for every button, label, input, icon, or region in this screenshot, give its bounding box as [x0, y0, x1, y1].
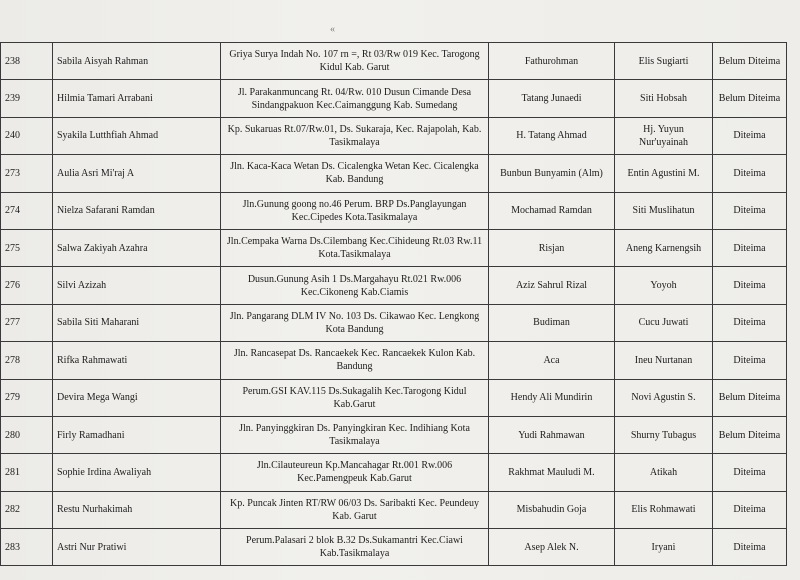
row-number-cell: 273 — [1, 155, 53, 192]
father-name-cell: Budiman — [489, 304, 615, 341]
row-number-cell: 280 — [1, 416, 53, 453]
address-cell: Dusun.Gunung Asih 1 Ds.Margahayu Rt.021 Rw.006 Kec.Cikoneng Kab.Ciamis — [221, 267, 489, 304]
table-row — [1, 529, 787, 566]
father-name-cell: Aziz Sahrul Rizal — [489, 267, 615, 304]
table-row — [1, 192, 787, 229]
father-name-cell: Risjan — [489, 229, 615, 266]
father-name-cell: Bunbun Bunyamin (Alm) — [489, 155, 615, 192]
mother-name-cell: Shurny Tubagus — [615, 416, 713, 453]
table-row — [1, 80, 787, 117]
table-row — [1, 454, 787, 491]
status-cell: Belum Diteima — [713, 43, 787, 80]
address-cell: Jln.Cempaka Warna Ds.Cilembang Kec.Cihideung Rt.03 Rw.11 Kota.Tasikmalaya — [221, 229, 489, 266]
student-name-cell: Aulia Asri Mi'raj A — [53, 155, 221, 192]
scan-mark: « — [330, 24, 335, 35]
student-name-cell: Firly Ramadhani — [53, 416, 221, 453]
row-number-cell: 238 — [1, 43, 53, 80]
address-cell: Jln. Panyinggkiran Ds. Panyingkiran Kec. Indihiang Kota Tasikmalaya — [221, 416, 489, 453]
table-row — [1, 117, 787, 154]
mother-name-cell: Yoyoh — [615, 267, 713, 304]
address-cell: Kp. Sukaruas Rt.07/Rw.01, Ds. Sukaraja, Kec. Rajapolah, Kab. Tasikmalaya — [221, 117, 489, 154]
table-row — [1, 43, 787, 80]
table-row — [1, 491, 787, 528]
status-cell: Diteima — [713, 155, 787, 192]
address-cell: Jl. Parakanmuncang Rt. 04/Rw. 010 Dusun Cimande Desa Sindangpakuon Kec.Caimanggung Kab. Sumedang — [221, 80, 489, 117]
status-cell: Diteima — [713, 342, 787, 379]
father-name-cell: Aca — [489, 342, 615, 379]
status-cell: Diteima — [713, 304, 787, 341]
mother-name-cell: Entin Agustini M. — [615, 155, 713, 192]
student-name-cell: Salwa Zakiyah Azahra — [53, 229, 221, 266]
mother-name-cell: Siti Hobsah — [615, 80, 713, 117]
table-row — [1, 267, 787, 304]
student-name-cell: Sophie Irdina Awaliyah — [53, 454, 221, 491]
father-name-cell: Tatang Junaedi — [489, 80, 615, 117]
mother-name-cell: Hj. Yuyun Nur'uyainah — [615, 117, 713, 154]
row-number-cell: 275 — [1, 229, 53, 266]
status-cell: Diteima — [713, 192, 787, 229]
status-cell: Belum Diteima — [713, 416, 787, 453]
student-table — [0, 42, 787, 566]
father-name-cell: Rakhmat Mauludi M. — [489, 454, 615, 491]
row-number-cell: 277 — [1, 304, 53, 341]
status-cell: Diteima — [713, 491, 787, 528]
address-cell: Perum.GSI KAV.115 Ds.Sukagalih Kec.Tarogong Kidul Kab.Garut — [221, 379, 489, 416]
mother-name-cell: Elis Sugiarti — [615, 43, 713, 80]
father-name-cell: Mochamad Ramdan — [489, 192, 615, 229]
mother-name-cell: Cucu Juwati — [615, 304, 713, 341]
student-name-cell: Nielza Safarani Ramdan — [53, 192, 221, 229]
mother-name-cell: Aneng Karnengsih — [615, 229, 713, 266]
student-name-cell: Astri Nur Pratiwi — [53, 529, 221, 566]
address-cell: Jln. Rancasepat Ds. Rancaekek Kec. Rancaekek Kulon Kab. Bandung — [221, 342, 489, 379]
row-number-cell: 279 — [1, 379, 53, 416]
student-name-cell: Hilmia Tamari Arrabani — [53, 80, 221, 117]
table-row — [1, 379, 787, 416]
status-cell: Belum Diteima — [713, 80, 787, 117]
status-cell: Diteima — [713, 529, 787, 566]
father-name-cell: Yudi Rahmawan — [489, 416, 615, 453]
status-cell: Diteima — [713, 229, 787, 266]
row-number-cell: 282 — [1, 491, 53, 528]
table-row — [1, 229, 787, 266]
table-row — [1, 304, 787, 341]
row-number-cell: 276 — [1, 267, 53, 304]
status-cell: Belum Diteima — [713, 379, 787, 416]
address-cell: Griya Surya Indah No. 107 rn =, Rt 03/Rw 019 Kec. Tarogong Kidul Kab. Garut — [221, 43, 489, 80]
father-name-cell: Asep Alek N. — [489, 529, 615, 566]
table-row — [1, 342, 787, 379]
status-cell: Diteima — [713, 454, 787, 491]
address-cell: Jln. Pangarang DLM IV No. 103 Ds. Cikawao Kec. Lengkong Kota Bandung — [221, 304, 489, 341]
mother-name-cell: Iryani — [615, 529, 713, 566]
student-name-cell: Restu Nurhakimah — [53, 491, 221, 528]
mother-name-cell: Ineu Nurtanan — [615, 342, 713, 379]
mother-name-cell: Siti Muslihatun — [615, 192, 713, 229]
student-name-cell: Devira Mega Wangi — [53, 379, 221, 416]
address-cell: Jln.Cilauteureun Kp.Mancahagar Rt.001 Rw.006 Kec.Pamengpeuk Kab.Garut — [221, 454, 489, 491]
table-row — [1, 416, 787, 453]
row-number-cell: 283 — [1, 529, 53, 566]
row-number-cell: 274 — [1, 192, 53, 229]
student-name-cell: Sabila Siti Maharani — [53, 304, 221, 341]
mother-name-cell: Atikah — [615, 454, 713, 491]
row-number-cell: 278 — [1, 342, 53, 379]
row-number-cell: 240 — [1, 117, 53, 154]
row-number-cell: 281 — [1, 454, 53, 491]
address-cell: Jln.Gunung goong no.46 Perum. BRP Ds.Panglayungan Kec.Cipedes Kota.Tasikmalaya — [221, 192, 489, 229]
row-number-cell: 239 — [1, 80, 53, 117]
address-cell: Kp. Puncak Jinten RT/RW 06/03 Ds. Saribakti Kec. Peundeuy Kab. Garut — [221, 491, 489, 528]
table-body — [1, 43, 787, 566]
father-name-cell: Fathurohman — [489, 43, 615, 80]
mother-name-cell: Elis Rohmawati — [615, 491, 713, 528]
mother-name-cell: Novi Agustin S. — [615, 379, 713, 416]
father-name-cell: Misbahudin Goja — [489, 491, 615, 528]
status-cell: Diteima — [713, 267, 787, 304]
father-name-cell: Hendy Ali Mundirin — [489, 379, 615, 416]
student-name-cell: Sabila Aisyah Rahman — [53, 43, 221, 80]
student-name-cell: Rifka Rahmawati — [53, 342, 221, 379]
table-row — [1, 155, 787, 192]
status-cell: Diteima — [713, 117, 787, 154]
address-cell: Perum.Palasari 2 blok B.32 Ds.Sukamantri Kec.Ciawi Kab.Tasikmalaya — [221, 529, 489, 566]
student-name-cell: Silvi Azizah — [53, 267, 221, 304]
student-name-cell: Syakila Lutthfiah Ahmad — [53, 117, 221, 154]
father-name-cell: H. Tatang Ahmad — [489, 117, 615, 154]
address-cell: Jln. Kaca-Kaca Wetan Ds. Cicalengka Wetan Kec. Cicalengka Kab. Bandung — [221, 155, 489, 192]
